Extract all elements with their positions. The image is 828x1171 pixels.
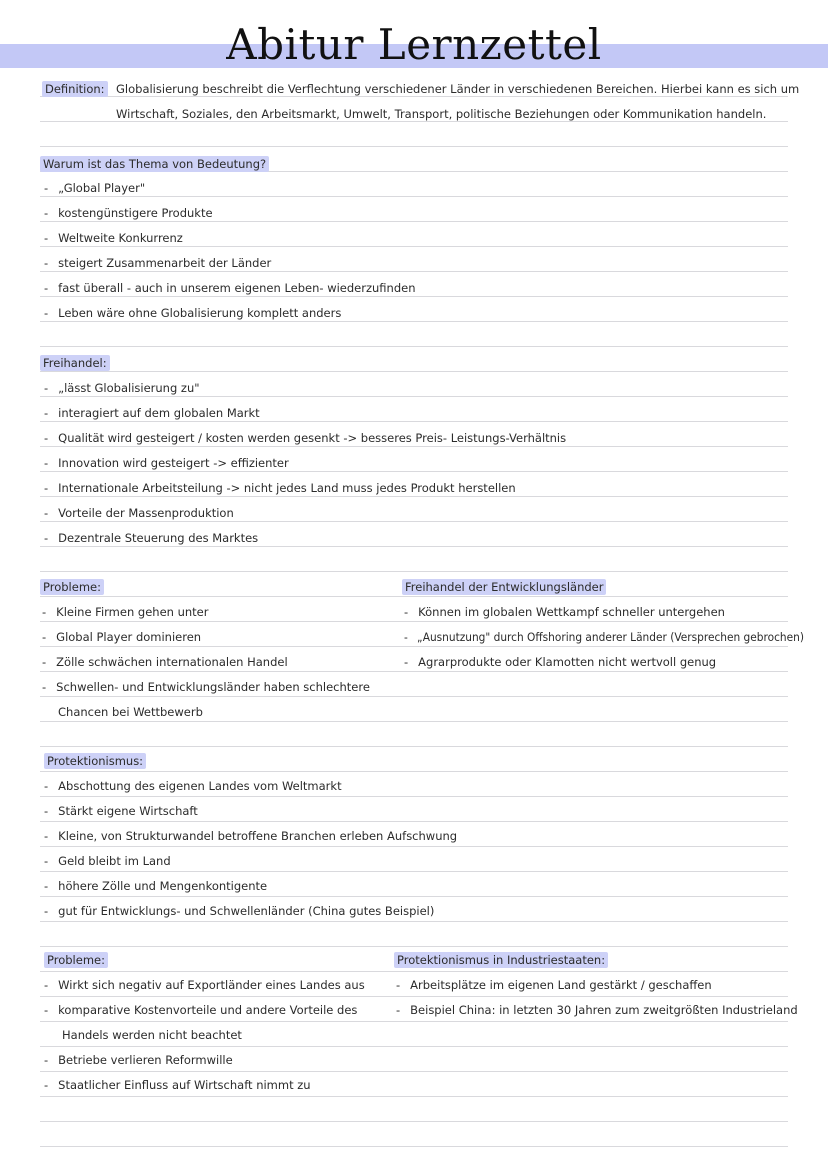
list-item: - kostengünstigere Produkte — [44, 206, 213, 220]
ruled-line — [40, 746, 788, 747]
ruled-line — [40, 96, 788, 97]
ruled-line — [40, 846, 788, 847]
list-item: - Beispiel China: in letzten 30 Jahren zum zweitgrößten Industrieland — [396, 1003, 798, 1017]
list-item: - fast überall - auch in unserem eigenen Leben- wiederzufinden — [44, 281, 416, 295]
ruled-line — [40, 271, 788, 272]
list-item: - Leben wäre ohne Globalisierung komplett anders — [44, 306, 342, 320]
list-item: - steigert Zusammenarbeit der Länder — [44, 256, 272, 270]
ruled-line — [40, 246, 788, 247]
ruled-line — [40, 121, 788, 122]
ruled-line — [40, 671, 788, 672]
list-item: - Internationale Arbeitsteilung -> nicht jedes Land muss jedes Produkt herstellen — [44, 481, 516, 495]
ruled-line — [40, 221, 788, 222]
list-item: - Kleine, von Strukturwandel betroffene Branchen erleben Aufschwung — [44, 829, 458, 843]
ruled-line — [40, 621, 788, 622]
ruled-line — [40, 946, 788, 947]
ruled-line — [40, 696, 788, 697]
ruled-line — [40, 771, 788, 772]
list-item: - Vorteile der Massenproduktion — [44, 506, 234, 520]
ruled-line — [40, 571, 788, 572]
page-title: Abitur Lernzettel — [226, 20, 602, 69]
ruled-line — [40, 896, 788, 897]
list-item: - Zölle schwächen internationalen Handel — [42, 655, 288, 669]
list-item: - Geld bleibt im Land — [44, 854, 171, 868]
list-item: - Können im globalen Wettkampf schneller untergehen — [404, 605, 725, 619]
ruled-line — [40, 1071, 788, 1072]
ruled-line — [40, 921, 788, 922]
ruled-line — [40, 196, 788, 197]
list-item: - Agrarprodukte oder Klamotten nicht wertvoll genug — [404, 655, 717, 669]
ruled-line — [40, 446, 788, 447]
list-item: - „lässt Globalisierung zu" — [44, 381, 200, 395]
ruled-line — [40, 421, 788, 422]
ruled-line — [40, 1046, 788, 1047]
list-item: - „Ausnutzung" durch Offshoring anderer Länder (Versprechen gebrochen) — [404, 630, 804, 644]
probleme-heading-2: Probleme: — [44, 952, 108, 968]
list-item: - Betriebe verlieren Reformwille — [44, 1053, 233, 1067]
list-item: - Dezentrale Steuerung des Marktes — [44, 531, 259, 545]
list-item: - komparative Kostenvorteile und andere Vorteile des — [44, 1003, 358, 1017]
ruled-line — [40, 1096, 788, 1097]
industrie-heading: Protektionismus in Industriestaaten: — [394, 952, 608, 968]
ruled-line — [40, 646, 788, 647]
ruled-line — [40, 871, 788, 872]
protektionismus-heading: Protektionismus: — [44, 753, 146, 769]
ruled-line — [40, 371, 788, 372]
list-item-continuation: Chancen bei Wettbewerb — [58, 705, 203, 719]
list-item: - Weltweite Konkurrenz — [44, 231, 183, 245]
list-item: - Stärkt eigene Wirtschaft — [44, 804, 198, 818]
ruled-line — [40, 146, 788, 147]
ruled-line — [40, 546, 788, 547]
list-item: - Schwellen- und Entwicklungsländer haben schlechtere — [42, 680, 370, 694]
ruled-line — [40, 796, 788, 797]
ruled-line — [40, 996, 788, 997]
list-item: - Arbeitsplätze im eigenen Land gestärkt / geschaffen — [396, 978, 712, 992]
list-item-continuation: Handels werden nicht beachtet — [62, 1028, 242, 1042]
ruled-line — [40, 521, 788, 522]
ruled-line — [40, 496, 788, 497]
list-item: - Innovation wird gesteigert -> effizienter — [44, 456, 289, 470]
warum-heading: Warum ist das Thema von Bedeutung? — [40, 156, 269, 172]
list-item: - gut für Entwicklungs- und Schwellenländer (China gutes Beispiel) — [44, 904, 435, 918]
definition-line-1: Globalisierung beschreibt die Verflechtung verschiedener Länder in verschiedenen Bereichen. Hierbei kann es sich um — [116, 82, 800, 96]
ruled-line — [40, 471, 788, 472]
definition-line-2: Wirtschaft, Soziales, den Arbeitsmarkt, Umwelt, Transport, politische Beziehungen oder Kommunikation handeln. — [116, 107, 767, 121]
list-item: - Staatlicher Einfluss auf Wirtschaft nimmt zu — [44, 1078, 311, 1092]
list-item: - Kleine Firmen gehen unter — [42, 605, 209, 619]
list-item: - Global Player dominieren — [42, 630, 202, 644]
list-item: - Abschottung des eigenen Landes vom Weltmarkt — [44, 779, 342, 793]
list-item: - „Global Player" — [44, 181, 146, 195]
ruled-line — [40, 721, 788, 722]
list-item: - Qualität wird gesteigert / kosten werden gesenkt -> besseres Preis- Leistungs-Verhältnis — [44, 431, 567, 445]
definition-label: Definition: — [42, 81, 108, 97]
list-item: - interagiert auf dem globalen Markt — [44, 406, 260, 420]
ruled-line — [40, 346, 788, 347]
entwicklungslaender-heading: Freihandel der Entwicklungsländer — [402, 579, 606, 595]
ruled-line — [40, 1121, 788, 1122]
freihandel-heading: Freihandel: — [40, 355, 110, 371]
ruled-line — [40, 821, 788, 822]
ruled-line — [40, 321, 788, 322]
probleme-heading: Probleme: — [40, 579, 104, 595]
ruled-line — [40, 296, 788, 297]
list-item: - höhere Zölle und Mengenkontigente — [44, 879, 268, 893]
ruled-line — [40, 1021, 788, 1022]
ruled-line — [40, 596, 788, 597]
ruled-line — [40, 971, 788, 972]
ruled-line — [40, 396, 788, 397]
ruled-line — [40, 1146, 788, 1147]
list-item: - Wirkt sich negativ auf Exportländer eines Landes aus — [44, 978, 365, 992]
